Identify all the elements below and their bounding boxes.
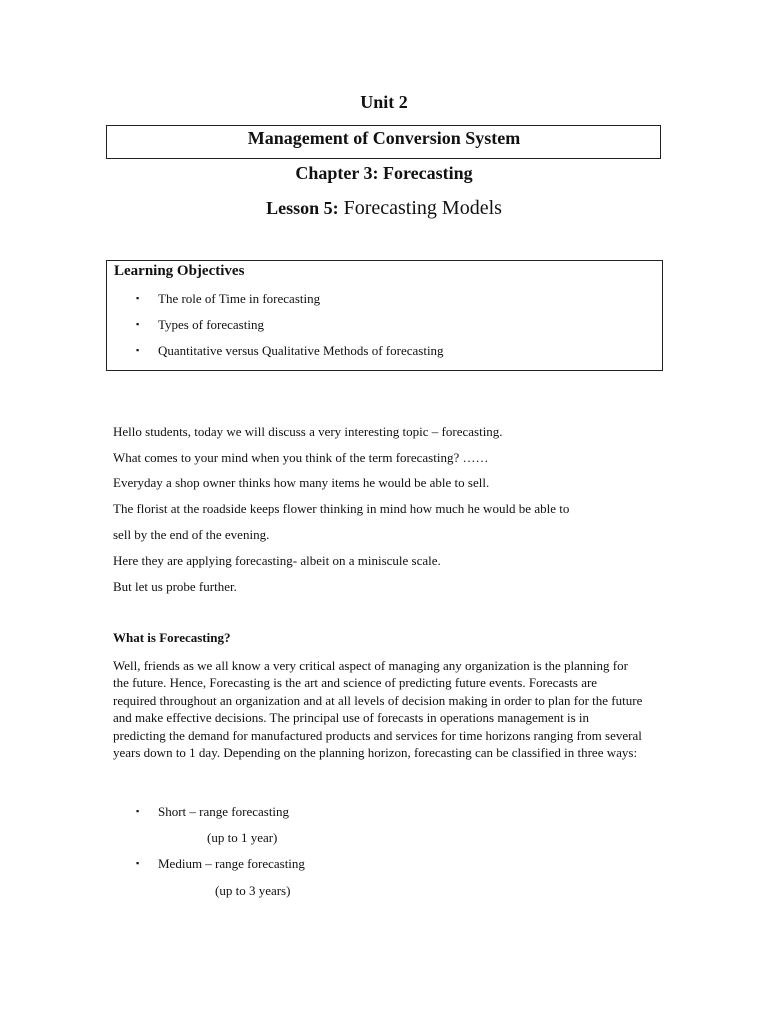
bullet-icon: ▪	[136, 858, 140, 868]
range-list-item	[136, 856, 305, 872]
range-detail: (up to 1 year)	[207, 830, 278, 845]
intro-line: Hello students, today we will discuss a very interesting topic – forecasting.	[113, 424, 503, 439]
objective-item	[136, 317, 264, 333]
objective-text: Quantitative versus Qualitative Methods of forecasting	[158, 343, 444, 358]
bullet-icon: ▪	[136, 319, 140, 329]
bullet-icon: ▪	[136, 806, 140, 816]
bullet-icon: ▪	[136, 293, 140, 303]
unit-title: Unit 2	[360, 92, 408, 112]
bullet-icon: ▪	[136, 345, 140, 355]
intro-line: What comes to your mind when you think of the term forecasting? ……	[113, 450, 489, 465]
section-heading: What is Forecasting?	[113, 630, 231, 645]
chapter-title: Chapter 3: Forecasting	[295, 163, 473, 183]
intro-line: The florist at the roadside keeps flower thinking in mind how much he would be able to	[113, 501, 570, 516]
objective-text: The role of Time in forecasting	[158, 291, 321, 306]
management-title: Management of Conversion System	[247, 128, 521, 148]
range-label: Short – range forecasting	[158, 804, 290, 819]
range-label: Medium – range forecasting	[158, 856, 305, 871]
lesson-label: Lesson 5:	[266, 198, 339, 218]
lesson-title	[0, 197, 768, 220]
learning-objectives-box	[106, 260, 663, 371]
objectives-heading: Learning Objectives	[114, 263, 245, 279]
intro-line: But let us probe further.	[113, 579, 237, 594]
section-body: Well, friends as we all know a very critical aspect of managing any organization is the planning for the future. Hence, Forecasting is the art and science of predicting future events. Forecasts are required throughout an organization and at all levels of decision making in order to plan for the future and make effective decisions. The principal use of forecasts in operations management is in predicting the demand for manufactured products and services for time horizons ranging from several years down to 1 day. Depending on the planning horizon, forecasting can be classified in three ways:	[113, 658, 643, 761]
objective-text: Types of forecasting	[158, 317, 264, 332]
lesson-name: Forecasting Models	[343, 197, 502, 219]
intro-line: Here they are applying forecasting- albeit on a miniscule scale.	[113, 553, 441, 568]
intro-line: sell by the end of the evening.	[113, 527, 270, 542]
objective-item	[136, 291, 321, 307]
range-list-item	[136, 804, 290, 820]
intro-line: Everyday a shop owner thinks how many items he would be able to sell.	[113, 475, 490, 490]
objective-item	[136, 343, 444, 359]
range-detail: (up to 3 years)	[215, 883, 291, 898]
